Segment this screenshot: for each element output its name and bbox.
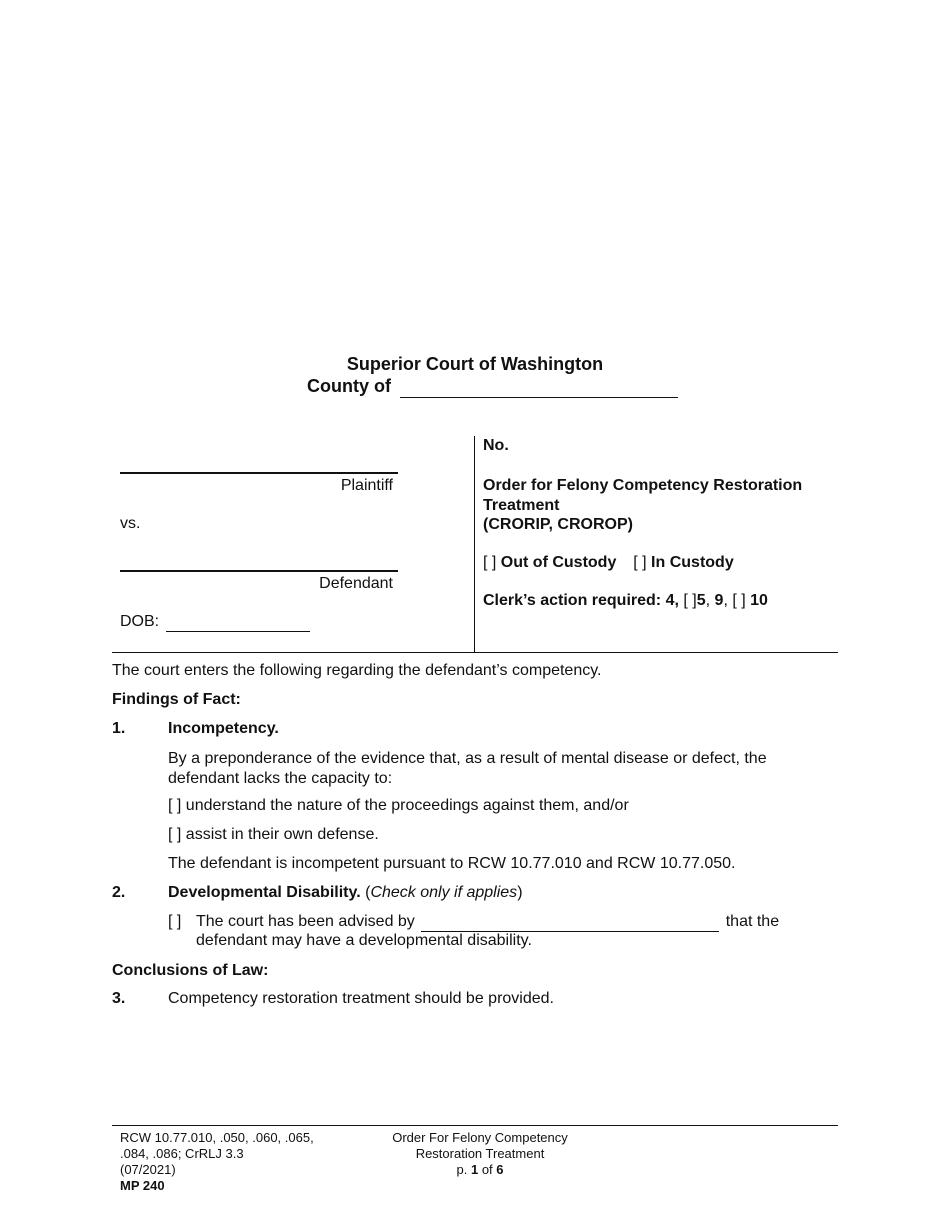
clerk-action — [483, 592, 768, 610]
caption-horizontal-divider — [112, 652, 838, 653]
dob-blank[interactable] — [166, 613, 310, 632]
plaintiff-blank[interactable] — [120, 472, 398, 474]
case-number-label: No. — [483, 437, 509, 454]
item2-number: 2. — [112, 884, 126, 901]
item2-text-before: The court has been advised by — [196, 913, 415, 930]
footer-rcw-line1: RCW 10.77.010, .050, .060, .065, — [120, 1130, 314, 1145]
defendant-label: Defendant — [319, 575, 393, 592]
item2-paren-close: ) — [517, 884, 523, 901]
item1-option2-text: assist in their own defense. — [185, 826, 379, 843]
findings-heading: Findings of Fact: — [112, 691, 241, 708]
plaintiff-label: Plaintiff — [340, 477, 393, 494]
footer-rcw-line2: .084, .086; CrRLJ 3.3 — [120, 1146, 244, 1161]
footer-page-of: of — [481, 1162, 493, 1177]
item2-option-line2: defendant may have a developmental disability. — [196, 932, 532, 949]
dob-label: DOB: — [120, 613, 160, 630]
footer-title-line2: Restoration Treatment — [415, 1146, 545, 1161]
custody-options — [483, 554, 734, 572]
item3-number: 3. — [112, 990, 126, 1007]
footer-title-line1: Order For Felony Competency — [392, 1130, 568, 1145]
item1-option2-checkbox[interactable]: [ ] — [168, 826, 182, 843]
caption-vertical-divider — [474, 436, 475, 652]
conclusions-heading: Conclusions of Law: — [112, 962, 269, 979]
footer-rule — [112, 1125, 838, 1126]
footer-page-number: 1 — [470, 1162, 479, 1177]
item2-option-checkbox[interactable]: [ ] — [168, 913, 182, 930]
in-custody-label: In Custody — [651, 554, 734, 571]
order-title-line2: Treatment — [483, 496, 560, 514]
out-of-custody-label: Out of Custody — [500, 554, 617, 571]
in-custody-checkbox[interactable]: [ ] — [633, 554, 647, 571]
footer-form-id: MP 240 — [120, 1178, 165, 1193]
clerk-checkbox-5[interactable]: [ ] — [683, 592, 697, 609]
item2-heading — [168, 884, 523, 902]
item1-option1 — [168, 797, 629, 815]
item1-option1-text: understand the nature of the proceedings against them, and/or — [185, 797, 629, 814]
footer-date: (07/2021) — [120, 1162, 176, 1177]
item2-paren-open: ( — [365, 884, 371, 901]
order-title-line1: Order for Felony Competency Restoration — [483, 477, 803, 494]
item1-option1-checkbox[interactable]: [ ] — [168, 797, 182, 814]
county-line — [307, 376, 678, 398]
item2-option-line1 — [196, 913, 779, 932]
order-title — [483, 476, 802, 535]
clerk-action-label: Clerk’s action required: 4, — [483, 592, 679, 609]
item2-note: Check only if applies — [370, 884, 518, 901]
item1-paragraph: By a preponderance of the evidence that, as a result of mental disease or defect, the defendant lacks the capacity to: — [168, 750, 767, 787]
clerk-sep-2: , — [723, 592, 728, 609]
clerk-item-5: 5 — [696, 592, 706, 609]
intro-text: The court enters the following regarding the defendant’s competency. — [112, 662, 602, 679]
county-blank[interactable] — [400, 376, 678, 398]
item1-option2 — [168, 826, 379, 844]
item2-title: Developmental Disability. — [168, 884, 361, 901]
footer-citation — [120, 1130, 314, 1194]
item1-title: Incompetency. — [168, 720, 279, 737]
clerk-item-10: 10 — [750, 592, 768, 609]
item1-conclusion: The defendant is incompetent pursuant to RCW 10.77.010 and RCW 10.77.050. — [168, 855, 736, 872]
dob-line — [120, 613, 310, 632]
footer-title — [360, 1130, 600, 1178]
footer-page — [360, 1162, 600, 1178]
footer-page-prefix: p. — [456, 1162, 468, 1177]
court-title: Superior Court of Washington — [346, 354, 604, 374]
clerk-item-9: 9 — [714, 592, 724, 609]
defendant-blank[interactable] — [120, 570, 398, 572]
out-of-custody-checkbox[interactable]: [ ] — [483, 554, 497, 571]
county-label: County of — [307, 376, 391, 396]
footer-page-total: 6 — [496, 1162, 504, 1177]
clerk-sep-1: , — [705, 592, 711, 609]
item3-text: Competency restoration treatment should be provided. — [168, 990, 554, 1007]
clerk-checkbox-10[interactable]: [ ] — [732, 592, 746, 609]
item1-number: 1. — [112, 720, 126, 737]
order-codes: (CRORIP, CROROP) — [483, 516, 633, 533]
advised-by-blank[interactable] — [421, 913, 719, 932]
vs-label: vs. — [120, 515, 141, 532]
item2-text-after: that the — [725, 913, 780, 930]
